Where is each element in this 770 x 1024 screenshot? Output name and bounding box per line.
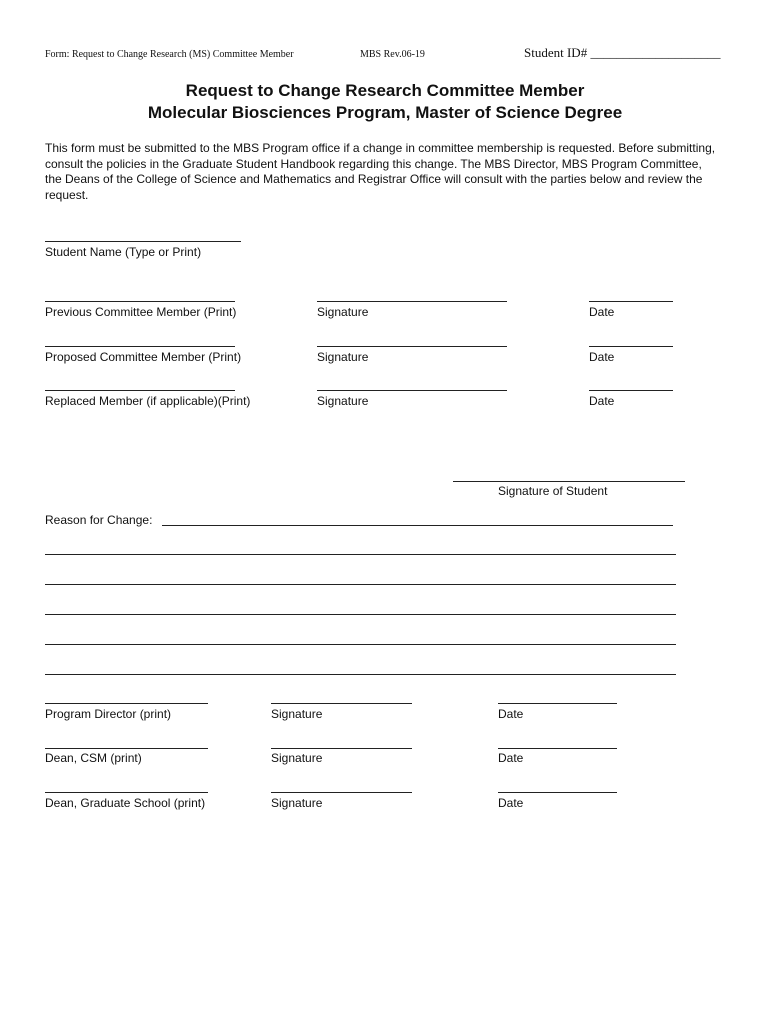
page-subtitle: Molecular Biosciences Program, Master of Science Degree [147,103,623,122]
dean-csm-signature-label: Signature [271,751,323,765]
replaced-member-signature-field[interactable] [317,390,507,391]
dean-csm-name-field[interactable] [45,748,208,749]
previous-member-date-field[interactable] [589,301,673,302]
program-director-label: Program Director (print) [45,707,172,721]
dean-csm-signature-field[interactable] [271,748,412,749]
student-signature-field[interactable] [453,481,685,482]
revision-label: MBS Rev.06-19 [360,49,425,60]
program-director-signature-label: Signature [271,707,323,721]
dean-grad-date-label: Date [498,796,524,810]
replaced-member-signature-label: Signature [317,394,369,408]
dean-grad-signature-field[interactable] [271,792,412,793]
previous-member-signature-label: Signature [317,305,369,319]
student-signature-label: Signature of Student [498,484,608,498]
student-name-label: Student Name (Type or Print) [45,245,202,259]
program-director-date-field[interactable] [498,703,617,704]
replaced-member-date-field[interactable] [589,390,673,391]
proposed-member-label: Proposed Committee Member (Print) [45,350,242,364]
dean-grad-date-field[interactable] [498,792,617,793]
form-label: Form: Request to Change Research (MS) Committee Member [45,49,294,60]
student-id-field[interactable]: Student ID# ____________________ [524,45,721,60]
page-title: Request to Change Research Committee Member [185,81,585,100]
dean-grad-signature-label: Signature [271,796,323,810]
proposed-member-name-field[interactable] [45,346,235,347]
reason-line-6[interactable] [45,674,676,675]
proposed-member-signature-label: Signature [317,350,369,364]
program-director-signature-field[interactable] [271,703,412,704]
reason-line-5[interactable] [45,644,676,645]
dean-csm-date-field[interactable] [498,748,617,749]
previous-member-label: Previous Committee Member (Print) [45,305,237,319]
reason-line-3[interactable] [45,584,676,585]
proposed-member-date-field[interactable] [589,346,673,347]
previous-member-date-label: Date [589,305,615,319]
proposed-member-date-label: Date [589,350,615,364]
previous-member-signature-field[interactable] [317,301,507,302]
dean-csm-date-label: Date [498,751,524,765]
reason-label: Reason for Change: [45,513,153,527]
intro-paragraph: This form must be submitted to the MBS Program office if a change in committee membership is requested. Before submitting, consult the policies in the Graduate Student Handbook regarding this change. The MBS Director, MBS Program Committee, the Deans of the College of Science and Mathematics and Registrar Office will consult with the parties below and review the request. [45,141,716,202]
reason-line-1[interactable] [162,525,673,526]
replaced-member-label: Replaced Member (if applicable)(Print) [45,394,251,408]
program-director-name-field[interactable] [45,703,208,704]
program-director-date-label: Date [498,707,524,721]
replaced-member-date-label: Date [589,394,615,408]
reason-line-2[interactable] [45,554,676,555]
reason-line-4[interactable] [45,614,676,615]
dean-grad-name-field[interactable] [45,792,208,793]
replaced-member-name-field[interactable] [45,390,235,391]
previous-member-name-field[interactable] [45,301,235,302]
proposed-member-signature-field[interactable] [317,346,507,347]
dean-csm-label: Dean, CSM (print) [45,751,142,765]
dean-grad-label: Dean, Graduate School (print) [45,796,206,810]
student-name-field[interactable] [45,241,241,242]
